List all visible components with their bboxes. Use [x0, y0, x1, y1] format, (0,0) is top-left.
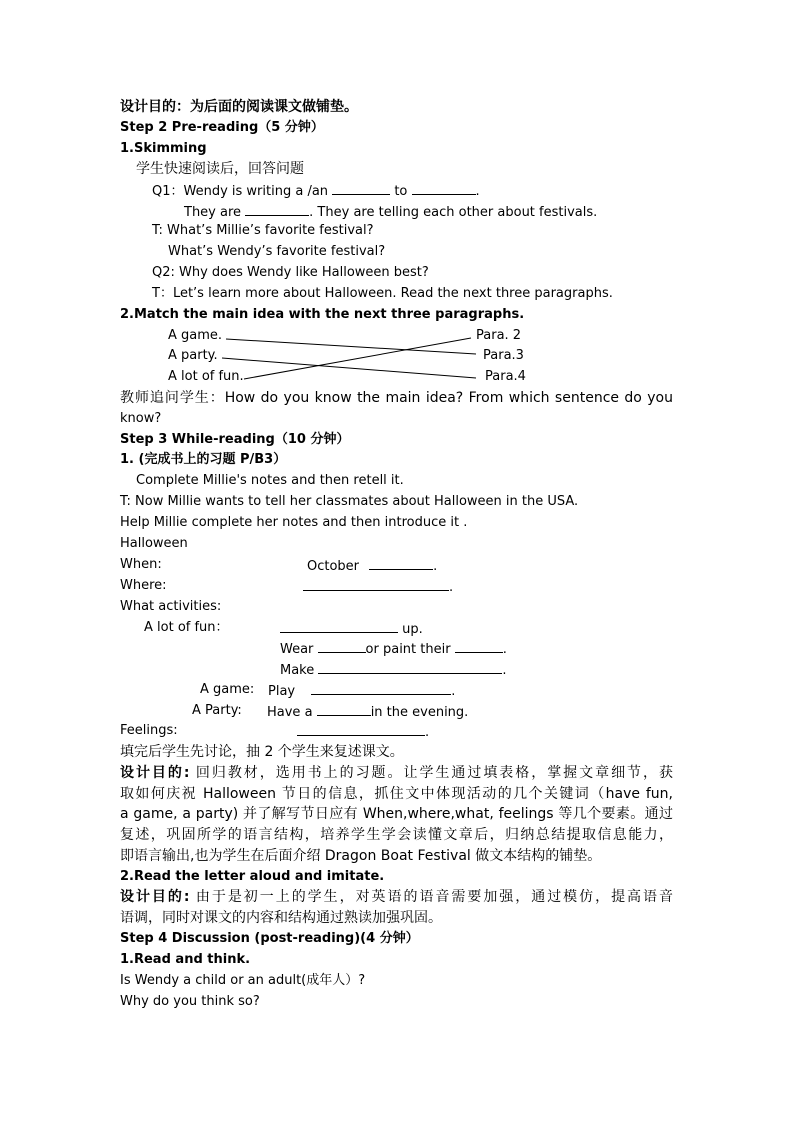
- have-a-text: Have a: [267, 705, 313, 720]
- teacher-learn-more: T：Let’s learn more about Halloween. Read the next three paragraphs.: [152, 286, 613, 301]
- purpose-label: 设计目的:: [120, 765, 190, 781]
- question-why: Why do you think so?: [120, 994, 260, 1009]
- read-aloud-heading: 2.Read the letter aloud and imitate.: [120, 869, 385, 884]
- step3-title: Step 3 While-reading（10 分钟）: [120, 432, 350, 447]
- match-left-item: A lot of fun.: [168, 369, 244, 384]
- purpose3-text: 由于是初一上的学生，对英语的语音需要加强，通过模仿，提高语音: [195, 889, 673, 905]
- step4-title: Step 4 Discussion (post-reading)(4 分钟）: [120, 931, 419, 946]
- play-text: Play: [268, 684, 296, 699]
- they-are-rest: . They are telling each other about festivals.: [309, 205, 598, 220]
- october-blank[interactable]: [369, 556, 433, 570]
- teacher-ask-know: know?: [120, 411, 162, 426]
- teacher-q-millie: T: What’s Millie’s favorite festival?: [152, 223, 374, 238]
- paint-blank[interactable]: [455, 639, 503, 653]
- wear-text: Wear: [280, 642, 314, 657]
- make-blank[interactable]: [318, 660, 502, 674]
- purpose2-line4: 复述，巩固所学的语言结构，培养学生学会读懂文章后，归纳总结提取信息能力，: [120, 827, 673, 843]
- skimming-heading: 1.Skimming: [120, 141, 207, 156]
- party-label: A Party:: [192, 703, 242, 718]
- purpose2-text: 回归教材，选用书上的习题。让学生通过填表格，掌握文章细节，获: [195, 765, 673, 781]
- period: .: [433, 559, 438, 574]
- feelings-label: Feelings:: [120, 723, 178, 738]
- q1-text-b: to: [394, 184, 408, 199]
- up-blank[interactable]: [280, 619, 398, 633]
- discuss-line: 填完后学生先讨论，抽 2 个学生来复述课文。: [120, 744, 404, 760]
- purpose-label: 设计目的:: [120, 889, 190, 905]
- where-blank[interactable]: [303, 577, 449, 591]
- feelings-blank[interactable]: [297, 722, 425, 736]
- fun-label: A lot of fun：: [144, 620, 229, 635]
- notes-activities-label: What activities:: [120, 599, 222, 614]
- play-blank[interactable]: [311, 681, 451, 695]
- teacher-q-wendy: What’s Wendy’s favorite festival?: [168, 244, 386, 259]
- purpose2-line3: a game, a party) 并了解写节日应有 When,where,what, feelings 等几个要素。通过: [120, 806, 673, 822]
- match-line-fun: [244, 338, 471, 379]
- period: .: [502, 642, 507, 657]
- match-line-game: [226, 339, 476, 354]
- party-line: [267, 702, 468, 722]
- wear-line: [280, 639, 507, 659]
- notes-when-label: When:: [120, 557, 162, 572]
- they-are-text: They are: [184, 205, 242, 220]
- notes-when-value: [307, 556, 437, 576]
- notes-where-label: Where:: [120, 578, 167, 593]
- notes-where-value: [303, 577, 453, 597]
- step2-title: Step 2 Pre-reading（5 分钟）: [120, 120, 324, 135]
- teacher-ask-line: 教师追问学生：How do you know the main idea? From which sentence do you: [120, 390, 673, 406]
- help-millie: Help Millie complete her notes and then introduce it .: [120, 515, 468, 530]
- october-text: October: [307, 559, 360, 574]
- up-text: up.: [402, 622, 423, 637]
- notes-halloween: Halloween: [120, 536, 188, 551]
- match-right-item: Para. 2: [476, 328, 522, 343]
- play-line: [268, 681, 455, 701]
- teacher-millie-tell: T: Now Millie wants to tell her classmates about Halloween in the USA.: [120, 494, 579, 509]
- match-heading: 2.Match the main idea with the next three paragraphs.: [120, 307, 525, 322]
- match-right-item: Para.3: [483, 348, 524, 363]
- purpose2-line1: [120, 764, 673, 782]
- step3-task: 1. (完成书上的习题 P/B3）: [120, 452, 287, 467]
- q1-period: .: [475, 184, 480, 199]
- complete-notes: Complete Millie's notes and then retell it.: [136, 473, 404, 488]
- q2-line: Q2: Why does Wendy like Halloween best?: [152, 265, 429, 280]
- feelings-value: [297, 722, 429, 742]
- or-paint-text: or paint their: [365, 642, 451, 657]
- period: .: [502, 663, 507, 678]
- period: .: [451, 684, 456, 699]
- game-label: A game:: [200, 682, 255, 697]
- purpose3-line1: [120, 888, 673, 906]
- make-text: Make: [280, 663, 315, 678]
- wear-blank[interactable]: [318, 639, 366, 653]
- read-think-heading: 1.Read and think.: [120, 952, 251, 967]
- skimming-instruction: 学生快速阅读后，回答问题: [136, 161, 304, 177]
- q1-text-a: Q1：Wendy is writing a /an: [152, 184, 329, 199]
- party-blank[interactable]: [317, 702, 371, 716]
- purpose2-line2: 取如何庆祝 Halloween 节日的信息，抓住文中体现活动的几个关键词（have fun,: [120, 786, 673, 802]
- fun-up-line: [280, 619, 423, 639]
- period: .: [425, 725, 430, 740]
- match-line-party: [222, 358, 476, 378]
- purpose-line: 设计目的：为后面的阅读课文做铺垫。: [120, 99, 358, 115]
- match-left-item: A game.: [168, 328, 223, 343]
- make-line: [280, 660, 507, 680]
- purpose3-line2: 语调，同时对课文的内容和结构通过熟读加强巩固。: [120, 910, 442, 926]
- match-left-item: A party.: [168, 348, 218, 363]
- question-child-adult: Is Wendy a child or an adult(成年人）?: [120, 973, 366, 988]
- period: .: [449, 580, 454, 595]
- evening-text: in the evening.: [370, 705, 469, 720]
- match-right-item: Para.4: [485, 369, 526, 384]
- purpose2-line5: 即语言输出,也为学生在后面介绍 Dragon Boat Festival 做文本结构的铺垫。: [120, 848, 602, 864]
